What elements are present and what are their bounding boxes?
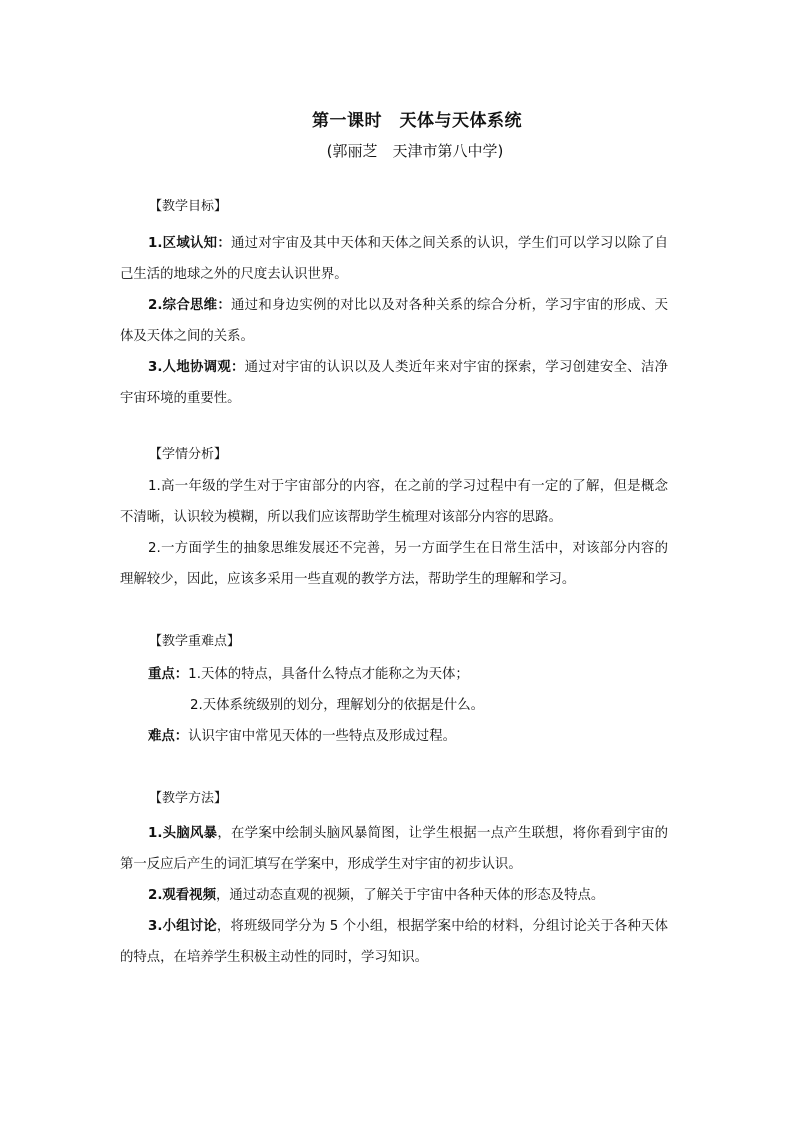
- objective-item: 2.综合思维：通过和身边实例的对比以及对各种关系的综合分析，学习宇宙的形成、天体及天体之间的关系。: [120, 298, 669, 344]
- objectives-heading: 【教学目标】: [149, 199, 228, 214]
- objective-item: 1.区域认知：通过对宇宙及其中天体和天体之间关系的认识，学生们可以学习以除了自己生活的地球之外的尺度去认识世界。: [120, 236, 669, 282]
- focus-line-1: 重点：1.天体的特点，具备什么特点才能称之为天体；: [148, 667, 469, 682]
- methods-section: [120, 785, 668, 973]
- key-points-heading: 【教学重难点】: [149, 634, 241, 649]
- difficulty-line: 难点：认识宇宙中常见天体的一些特点及形成过程。: [148, 729, 456, 744]
- focus-line-2: 2.天体系统级别的划分，理解划分的依据是什么。: [190, 698, 484, 713]
- method-item: 2.观看视频，通过动态直观的视频，了解关于宇宙中各种天体的形态及特点。: [148, 888, 605, 903]
- document-author: (郭丽芝 天津市第八中学): [326, 142, 504, 160]
- method-item: 3.小组讨论，将班级同学分为 5 个小组，根据学案中给的材料，分组讨论关于各种天体的特点，在培养学生积极主动性的同时，学习知识。: [120, 919, 669, 965]
- methods-heading: 【教学方法】: [149, 791, 228, 806]
- analysis-item: 2.一方面学生的抽象思维发展还不完善，另一方面学生在日常生活中，对该部分内容的理解较少，因此，应该多采用一些直观的教学方法，帮助学生的理解和学习。: [120, 541, 668, 587]
- objectives-section: [120, 193, 668, 414]
- document-title: 第一课时 天体与天体系统: [312, 111, 522, 131]
- key-points-section: [120, 628, 668, 752]
- analysis-heading: 【学情分析】: [149, 447, 228, 462]
- objective-item: 3.人地协调观：通过对宇宙的认识以及人类近年来对宇宙的探索，学习创建安全、洁净宇宙环境的重要性。: [120, 360, 669, 406]
- method-item: 1.头脑风暴，在学案中绘制头脑风暴简图，让学生根据一点产生联想，将你看到宇宙的第一反应后产生的词汇填写在学案中，形成学生对宇宙的初步认识。: [120, 826, 669, 872]
- analysis-section: [120, 441, 668, 595]
- analysis-item: 1.高一年级的学生对于宇宙部分的内容，在之前的学习过程中有一定的了解，但是概念不清晰，认识较为模糊，所以我们应该帮助学生梳理对该部分内容的思路。: [120, 479, 668, 525]
